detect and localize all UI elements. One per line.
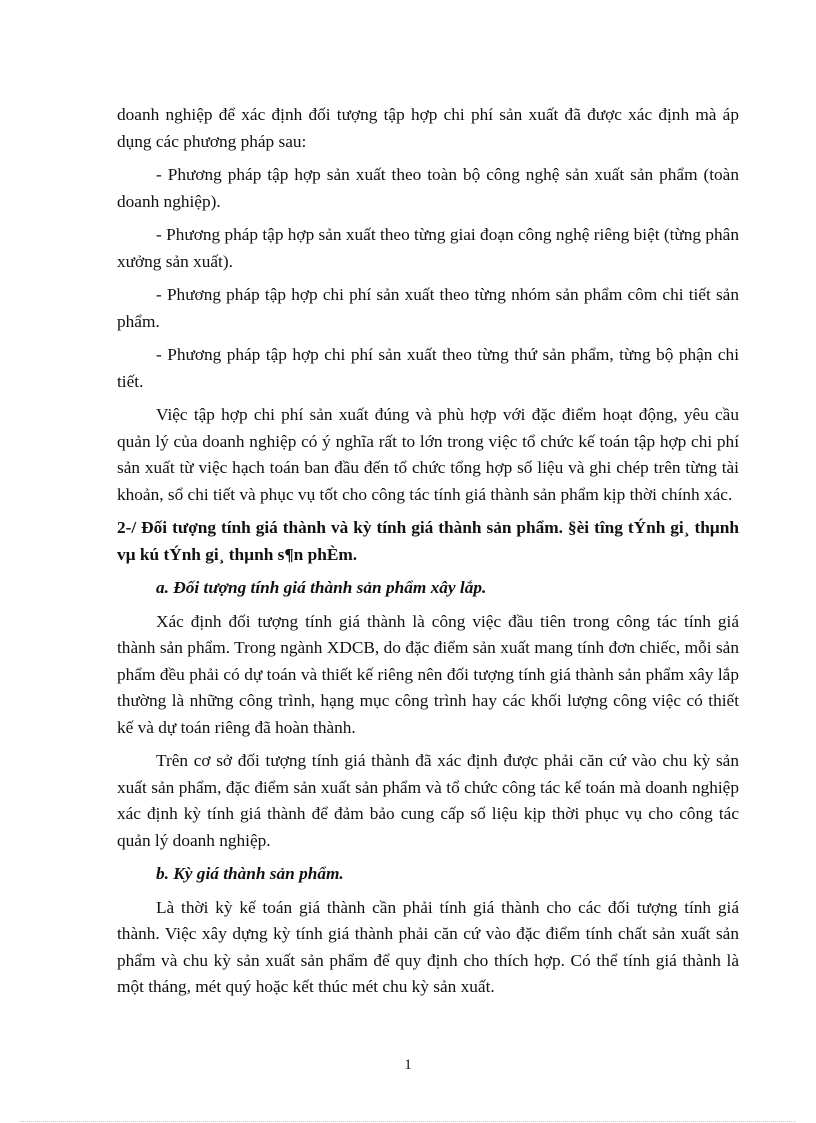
paragraph-costing-object: Xác định đối tượng tính giá thành là công việc đầu tiên trong công tác tính giá thành sản phẩm. Trong ngành XDCB, do đặc điểm sản xuất mang tính đơn chiếc, mỗi sản phẩm đều phải có dự toán và thiết kế riêng nên đối tượng tính giá thành sản phẩm xây lắp thường là những công trình, hạng mục công trình hay các khối lượng công việc có thiết kế và dự toán riêng đã hoàn thành. [117,611,739,737]
subheading-a: a. Đối tượng tính giá thành sản phẩm xây lắp. [156,578,487,597]
method-item-1: - Phương pháp tập hợp sản xuất theo toàn bộ công nghệ sản xuất sản phẩm (toàn doanh nghiệp). [117,165,739,211]
method-item-3: - Phương pháp tập hợp chi phí sản xuất theo từng nhóm sản phẩm côm chi tiết sản phẩm. [117,285,739,331]
method-item-4: - Phương pháp tập hợp chi phí sản xuất theo từng thứ sản phẩm, từng bộ phận chi tiết. [117,345,739,391]
paragraph-costing-period: Là thời kỳ kế toán giá thành cần phải tính giá thành cho các đối tượng tính giá thành. Việc xây dựng kỳ tính giá thành phải căn cứ vào đặc điểm tính chất sản xuất sản phẩm và chu kỳ sản xuất sản phẩm để quy định cho thích hợp. Có thể tính giá thành là một tháng, mét quý hoặc kết thúc mét chu kỳ sản xuất. [117,897,739,996]
paragraph-intro: doanh nghiệp để xác định đối tượng tập hợp chi phí sản xuất đã được xác định mà áp dụng các phương pháp sau: [117,105,739,151]
paragraph-significance: Việc tập hợp chi phí sản xuất đúng và phù hợp với đặc điểm hoạt động, yêu cầu quản lý của doanh nghiệp có ý nghĩa rất to lớn trong việc tổ chức kế toán tập hợp chi phí sản xuất từ việc hạch toán ban đầu đến tổ chức tổng hợp số liệu và ghi chép trên từng tài khoản, sổ chi tiết và phục vụ tốt cho công tác tính giá thành sản phẩm kịp thời chính xác. [117,405,739,504]
section-heading-2: 2-/ Đối tượng tính giá thành và kỳ tính giá thành sản phẩm. §èi tîng tÝnh gi¸ thµnh vµ kú tÝnh gi¸ thµnh s¶n phÈm. [117,518,739,564]
page-content [117,102,739,1008]
page-number: 1 [404,1057,412,1073]
subheading-b: b. Kỳ giá thành sản phẩm. [156,864,344,883]
page-bottom-border [20,1121,796,1122]
method-item-2: - Phương pháp tập hợp sản xuất theo từng giai đoạn công nghệ riêng biệt (từng phân xưởng sản xuất). [117,225,739,271]
paragraph-costing-period-basis: Trên cơ sở đối tượng tính giá thành đã xác định được phải căn cứ vào chu kỳ sản xuất sản phẩm, đặc điểm sản xuất sản phẩm và tổ chức công tác kế toán mà doanh nghiệp xác định kỳ tính giá thành để đảm bảo cung cấp số liệu kịp thời phục vụ cho công tác quản lý doanh nghiệp. [117,751,739,850]
